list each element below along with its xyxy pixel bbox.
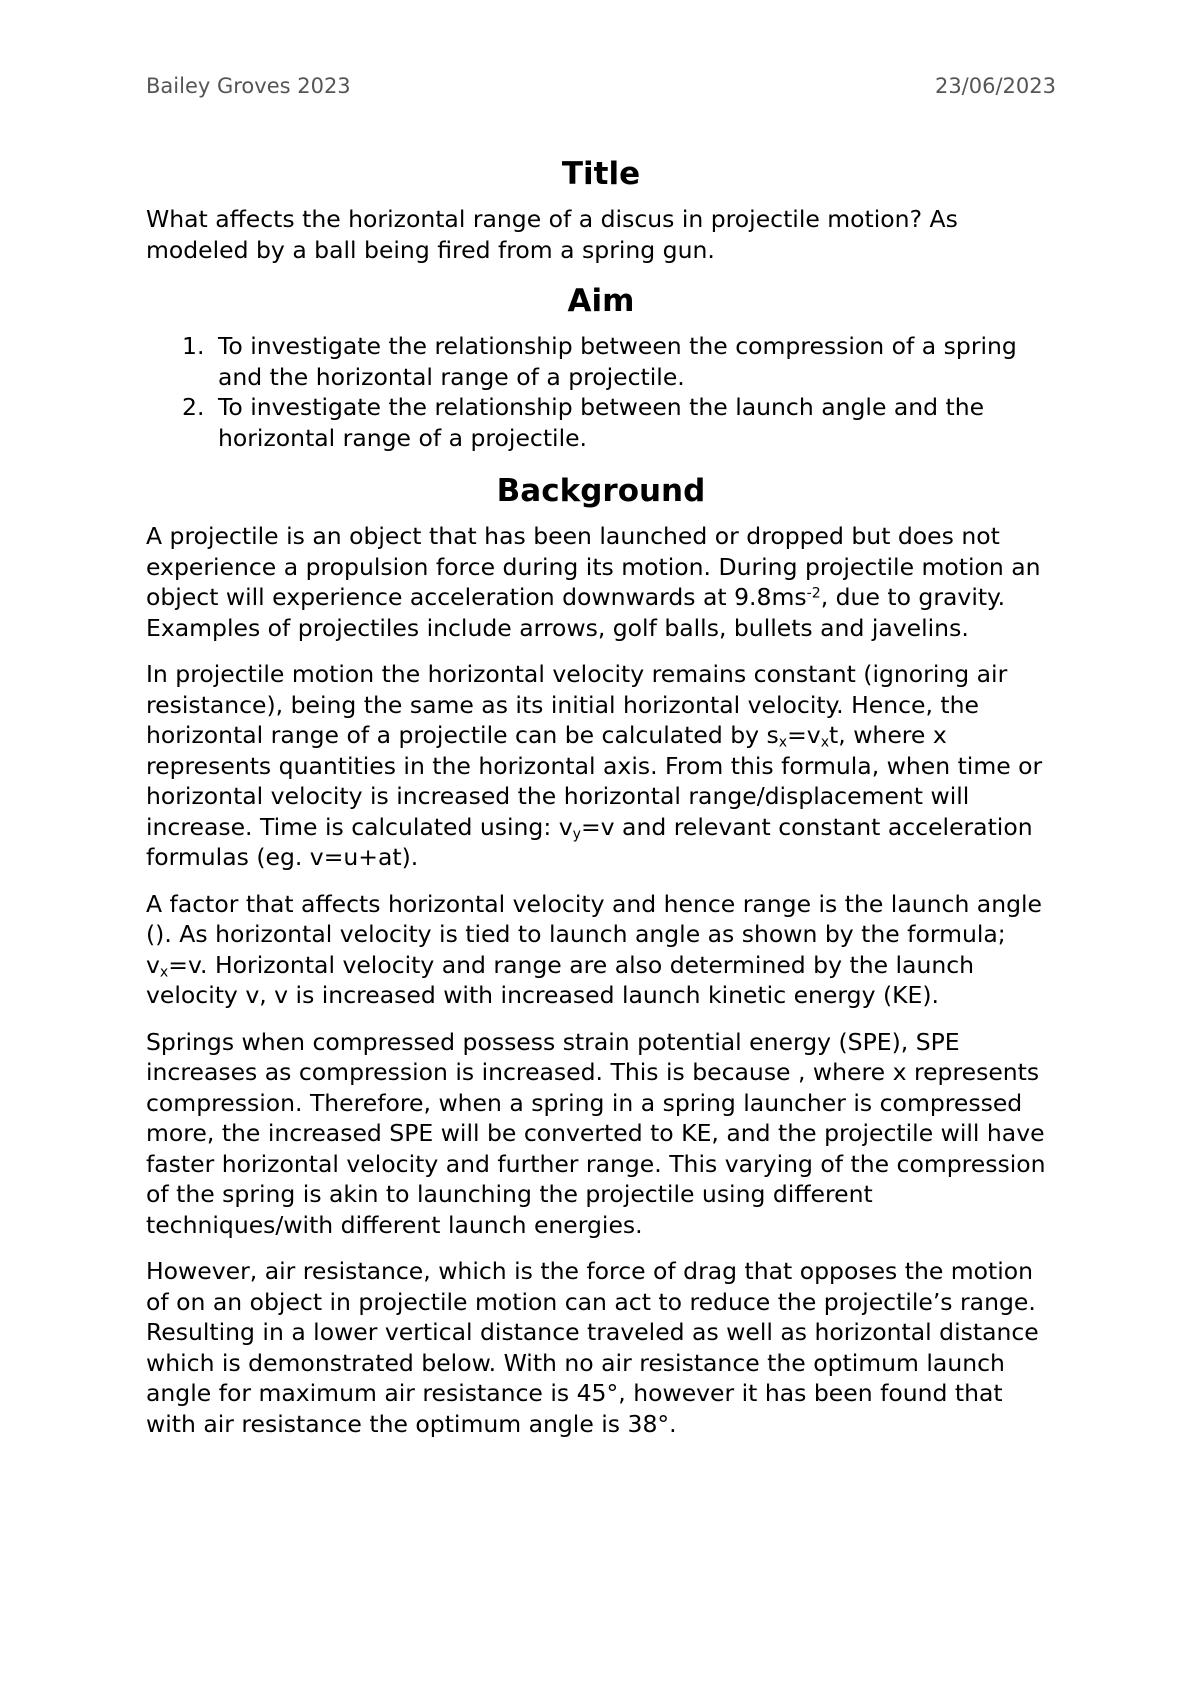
- text-run: =v. Horizontal velocity and range are also determined by the launch velocity v, v is increased with increased launch kinetic energy (KE).: [146, 950, 975, 1009]
- superscript: -2: [806, 585, 821, 602]
- aim-item-number: 1.: [182, 332, 205, 360]
- text-run: A factor that affects horizontal velocity and hence range is the launch angle (). As horizontal velocity is tied to launch angle as shown by the formula; v: [146, 889, 1043, 979]
- header-date: 23/06/2023: [934, 74, 1056, 98]
- subscript: x: [820, 734, 830, 751]
- background-paragraph-4: Springs when compressed possess strain potential energy (SPE), SPE increases as compression is increased. This is because , where x represents compression. Therefore, when a spring in a spring launcher is compressed more, the increased SPE will be converted to KE, and the projectile will have faster horizontal velocity and further range. This varying of the compression of the spring is akin to launching the projectile using different techniques/with different launch energies.: [146, 1027, 1046, 1239]
- background-paragraph-1: [146, 521, 1056, 643]
- aim-item: [146, 392, 1056, 453]
- text-run: , due to gravity. Examples of projectiles include arrows, golf balls, bullets and javelins.: [146, 583, 1006, 642]
- title-text: What affects the horizontal range of a discus in projectile motion? As modeled by a ball being fired from a spring gun.: [146, 205, 958, 264]
- aim-item-text: To investigate the relationship between the compression of a spring and the horizontal range of a projectile.: [218, 332, 1017, 391]
- aim-item-text: To investigate the relationship between the launch angle and the horizontal range of a projectile.: [218, 393, 985, 452]
- subscript: x: [778, 734, 788, 751]
- subscript: x: [159, 964, 169, 981]
- title-heading: Title: [561, 156, 641, 192]
- text-run: A projectile is an object that has been launched or dropped but does not experience a propulsion force during its motion. During projectile motion an object will experience acceleration downwards at 9.8ms: [146, 522, 1041, 611]
- text-run: =v and relevant constant acceleration formulas (eg. v=u+at).: [146, 812, 1033, 871]
- text-run: t, where x represents quantities in the horizontal axis. From this formula, when time or horizontal velocity is increased the horizontal range/displacement will increase. Time is calculated using: v: [146, 721, 1043, 841]
- aim-item-number: 2.: [182, 393, 205, 421]
- text-run: In projectile motion the horizontal velocity remains constant (ignoring air resistance), being the same as its initial horizontal velocity. Hence, the horizontal range of a projectile can be calculated by s: [146, 660, 1008, 749]
- background-paragraph-2: [146, 659, 1056, 873]
- aim-list: [146, 331, 1056, 453]
- background-paragraph-3: [146, 889, 1056, 1011]
- page-header: [146, 70, 1056, 102]
- aim-heading: Aim: [567, 283, 635, 319]
- header-author-year: Bailey Groves 2023: [146, 74, 351, 98]
- text-run: =v: [787, 721, 821, 749]
- aim-item: [146, 331, 1056, 392]
- subscript: y: [572, 826, 581, 843]
- background-paragraph-5: However, air resistance, which is the force of drag that opposes the motion of on an object in projectile motion can act to reduce the projectile’s range. Resulting in a lower vertical distance traveled as well as horizontal distance which is demonstrated below. With no air resistance the optimum launch angle for maximum air resistance is 45°, however it has been found that with air resistance the optimum angle is 38°.: [146, 1257, 1039, 1438]
- background-heading: Background: [496, 473, 706, 509]
